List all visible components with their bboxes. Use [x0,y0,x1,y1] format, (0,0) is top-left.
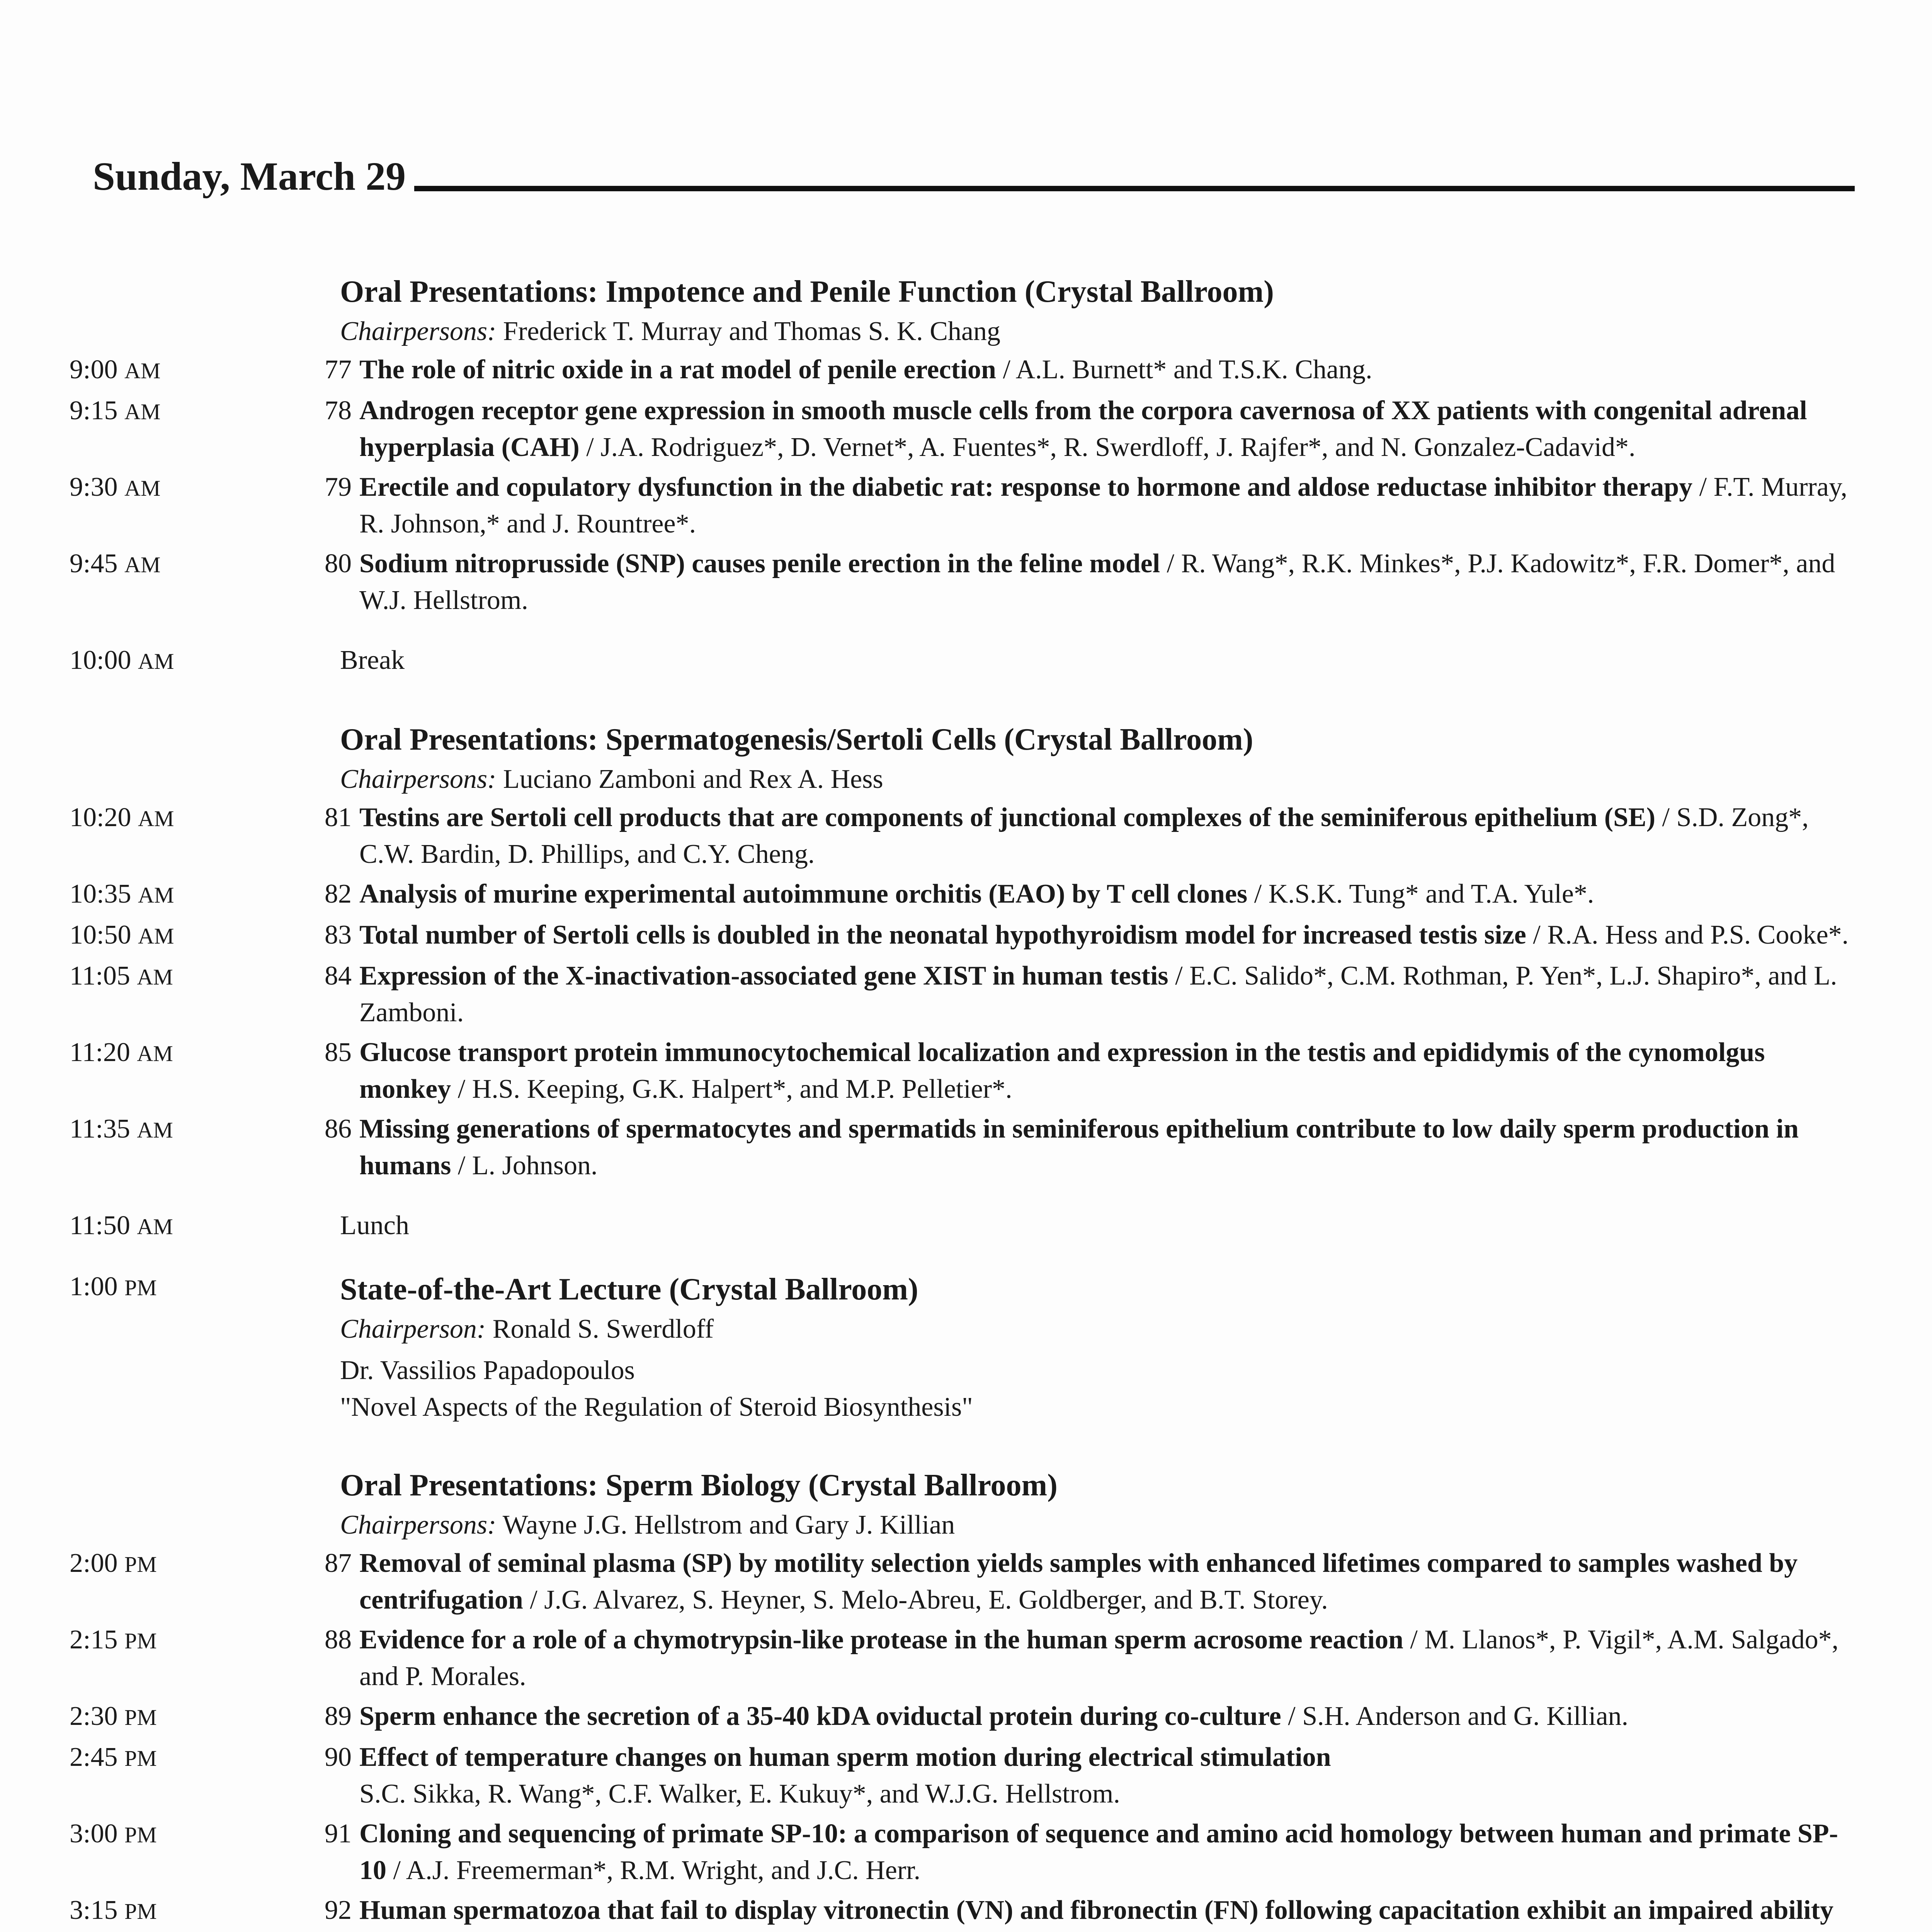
item-time [70,957,309,995]
schedule-item [70,799,1862,872]
lunch-label: Lunch [340,1211,409,1240]
session-title: Oral Presentations: Impotence and Penile Function (Crystal Ballroom) [340,275,1274,309]
item-time [70,1698,309,1736]
session-title: Oral Presentations: Spermatogenesis/Sertoli Cells (Crystal Ballroom) [340,723,1253,757]
abstract-title: Glucose transport protein immunocytochemical localization and expression in the testis and epididymis of the cynomolgus monkey [359,1037,1765,1104]
session-chairs [340,313,1862,350]
abstract-number: 90 [325,1742,352,1772]
session-chairs [340,1507,1862,1543]
item-time [70,1892,309,1930]
chair-names: Frederick T. Murray and Thomas S. K. Chang [503,316,1000,346]
time-ampm: AM [137,1214,173,1239]
abstract-authors: / S.D. Zong*, C.W. Bardin, D. Phillips, and C.Y. Cheng. [359,803,1809,869]
time-ampm: PM [124,1628,157,1653]
time-ampm: AM [137,1117,173,1143]
abstract-authors: / R. Wang*, R.K. Minkes*, P.J. Kadowitz*, F.R. Domer*, and W.J. Hellstrom. [359,549,1835,615]
abstract-entry [359,957,1862,1031]
abstract-title: The role of nitric oxide in a rat model of penile erection [359,355,996,384]
item-time [70,1111,309,1148]
abstract-title: Expression of the X-inactivation-associated gene XIST in human testis [359,961,1168,991]
item-time [70,351,309,389]
abstract-title: Erectile and copulatory dysfunction in the diabetic rat: response to hormone and aldose reductase inhibitor therapy [359,472,1693,502]
abstract-authors: / J.G. Alvarez, S. Heyner, S. Melo-Abreu, E. Goldberger, and B.T. Storey. [523,1585,1328,1615]
chair-role: Chairpersons: [340,764,497,794]
time-value: 1:00 [70,1272,118,1301]
abstract-title: Total number of Sertoli cells is doubled in the neonatal hypothyroidism model for increased testis size [359,920,1526,950]
schedule-item [70,1698,1862,1736]
time-value: 11:20 [70,1037,130,1067]
schedule-item [70,469,1862,542]
abstract-authors: / K.S.K. Tung* and T.A. Yule*. [1247,879,1594,909]
time-ampm: PM [124,1822,157,1847]
abstract-entry [359,1621,1862,1695]
item-time [70,799,309,837]
time-ampm: AM [124,476,161,501]
time-ampm: AM [124,552,161,577]
abstract-entry [359,1698,1862,1735]
abstract-title: Missing generations of spermatocytes and spermatids in seminiferous epithelium contribute to low daily sperm production in humans [359,1114,1799,1180]
time-ampm: AM [138,806,174,831]
abstract-authors: / E.C. Salido*, C.M. Rothman, P. Yen*, L.J. Shapiro*, and L. Zamboni. [359,961,1837,1027]
time-ampm: PM [124,1746,157,1771]
time-value: 9:30 [70,472,118,502]
abstract-title: Sodium nitroprusside (SNP) causes penile erection in the feline model [359,549,1160,578]
schedule-item [70,917,1862,954]
time-ampm: AM [138,649,174,674]
abstract-title: Removal of seminal plasma (SP) by motility selection yields samples with enhanced lifetimes compared to samples washed by centrifugation [359,1548,1798,1615]
time-ampm: AM [124,399,161,424]
item-time [70,1739,309,1777]
abstract-title: Human spermatozoa that fail to display vitronectin (VN) and fibronectin (FN) following capacitation exhibit an impaired ability [359,1895,1834,1925]
time-value: 11:50 [70,1211,130,1240]
schedule-item [70,1739,1862,1812]
time-value: 3:00 [70,1819,118,1849]
chair-role: Chairpersons: [340,316,497,346]
schedule [70,270,1862,1932]
abstract-number: 82 [325,879,352,909]
time-value: 10:00 [70,645,131,675]
item-time [70,469,309,507]
abstract-number: 79 [325,472,352,502]
abstract-entry [359,469,1862,542]
abstract-authors: / H.S. Keeping, G.K. Halpert*, and M.P. Pelletier*. [451,1074,1012,1104]
abstract-entry [359,1545,1862,1618]
item-time [70,1815,309,1853]
abstract-authors: S.C. Sikka, R. Wang*, C.F. Walker, E. Kukuy*, and W.J.G. Hellstrom. [359,1779,1120,1809]
abstract-number: 89 [325,1701,352,1731]
time-value: 2:00 [70,1548,118,1578]
item-time [70,876,309,913]
schedule-item [70,1111,1862,1184]
lecture-body [340,1268,1862,1425]
lecture-title: State-of-the-Art Lecture (Crystal Ballroom) [340,1272,918,1306]
page-header [93,156,1855,197]
item-time [70,545,309,583]
abstract-authors: / R.A. Hess and P.S. Cooke*. [1526,920,1849,950]
time-value: 11:05 [70,961,130,991]
abstract-entry [359,1739,1862,1812]
lunch-row [70,1207,1862,1245]
abstract-number: 77 [325,355,352,384]
page-title: Sunday, March 29 [93,154,406,199]
abstract-entry [359,799,1862,872]
abstract-authors: / M. Llanos*, P. Vigil*, A.M. Salgado*, and P. Morales. [359,1625,1839,1691]
abstract-entry [359,351,1862,388]
abstract-entry [359,1892,1862,1932]
abstract-number: 84 [325,961,352,991]
item-time [70,1268,309,1306]
header-rule [414,186,1855,191]
time-value: 9:00 [70,355,118,384]
abstract-entry [359,876,1862,912]
time-value: 10:50 [70,920,131,950]
abstract-authors: / A.L. Burnett* and T.S.K. Chang. [996,355,1372,384]
abstract-entry [359,1815,1862,1889]
item-time [70,917,309,954]
chair-names: Luciano Zamboni and Rex A. Hess [503,764,883,794]
session-sperm-biology [70,1464,1862,1932]
abstract-entry [359,1111,1862,1184]
abstract-number: 88 [325,1625,352,1655]
schedule-item [70,1545,1862,1618]
abstract-entry [359,1034,1862,1107]
time-ampm: AM [137,1041,173,1066]
abstract-title: Sperm enhance the secretion of a 35-40 kDA oviductal protein during co-culture [359,1701,1281,1731]
schedule-item [70,876,1862,913]
time-ampm: PM [124,1552,157,1577]
time-value: 2:15 [70,1625,118,1655]
time-value: 9:45 [70,549,118,578]
schedule-item [70,1621,1862,1695]
time-ampm: PM [124,1275,157,1300]
schedule-item [70,351,1862,389]
session-chairs [340,761,1862,798]
schedule-item [70,1892,1862,1932]
abstract-authors: / A.J. Freemerman*, R.M. Wright, and J.C. Herr. [386,1855,921,1885]
lecture-section [70,1268,1862,1425]
lecture-row [70,1268,1862,1425]
lecture-chair [340,1311,1862,1347]
abstract-number: 92 [325,1895,352,1925]
schedule-item [70,1034,1862,1107]
abstract-title: Effect of temperature changes on human sperm motion during electrical stimulation [359,1742,1331,1772]
abstract-number: 86 [325,1114,352,1144]
chair-names: Ronald S. Swerdloff [492,1314,714,1344]
abstract-title: Evidence for a role of a chymotrypsin-like protease in the human sperm acrosome reaction [359,1625,1403,1655]
abstract-title: Testins are Sertoli cell products that are components of junctional complexes of the seminiferous epithelium (SE) [359,803,1656,832]
schedule-item [70,1815,1862,1889]
item-time [70,1207,309,1245]
lecture-speaker: Dr. Vassilios Papadopoulos [340,1355,635,1385]
time-value: 9:15 [70,396,118,425]
item-time [70,1545,309,1583]
time-value: 3:15 [70,1895,118,1925]
time-value: 11:35 [70,1114,130,1144]
item-time [70,1034,309,1072]
abstract-number: 91 [325,1819,352,1849]
chair-role: Chairpersons: [340,1510,497,1540]
abstract-title: Analysis of murine experimental autoimmune orchitis (EAO) by T cell clones [359,879,1248,909]
session-title: Oral Presentations: Sperm Biology (Crystal Ballroom) [340,1468,1058,1502]
abstract-number: 85 [325,1037,352,1067]
abstract-number: 80 [325,549,352,578]
break-row [70,642,1862,680]
chair-role: Chairperson: [340,1314,486,1344]
abstract-entry [359,917,1862,953]
item-time [70,1621,309,1659]
abstract-number: 81 [325,803,352,832]
schedule-item [70,545,1862,619]
time-value: 2:30 [70,1701,118,1731]
session-impotence [70,270,1862,619]
item-time [70,642,309,680]
time-ampm: AM [138,923,174,949]
chair-names: Wayne J.G. Hellstrom and Gary J. Killian [502,1510,955,1540]
abstract-authors: / J.A. Rodriguez*, D. Vernet*, A. Fuentes*, R. Swerdloff, J. Rajfer*, and N. Gonzalez-Cadavid*. [579,432,1636,462]
time-value: 10:35 [70,879,131,909]
abstract-authors: / S.H. Anderson and G. Killian. [1281,1701,1629,1731]
abstract-title: Androgen receptor gene expression in smooth muscle cells from the corpora cavernosa of XX patients with congenital adrenal hyperplasia (CAH) [359,396,1807,462]
break-label: Break [340,645,405,675]
abstract-entry [359,545,1862,619]
abstract-number: 83 [325,920,352,950]
item-time [70,392,309,430]
abstract-title: Cloning and sequencing of primate SP-10: a comparison of sequence and amino acid homology between human and primate SP-10 [359,1819,1838,1885]
time-value: 2:45 [70,1742,118,1772]
time-value: 10:20 [70,803,131,832]
lecture-talk-title: "Novel Aspects of the Regulation of Steroid Biosynthesis" [340,1392,973,1422]
time-ampm: PM [124,1705,157,1730]
schedule-item [70,392,1862,466]
abstract-number: 87 [325,1548,352,1578]
abstract-authors: / F.T. Murray, R. Johnson,* and J. Rountree*. [359,472,1847,539]
time-ampm: AM [138,883,174,908]
abstract-number: 78 [325,396,352,425]
abstract-entry [359,392,1862,466]
session-spermatogenesis [70,718,1862,1184]
schedule-item [70,957,1862,1031]
time-ampm: PM [124,1899,157,1924]
time-ampm: AM [124,358,161,383]
time-ampm: AM [137,964,173,990]
abstract-authors: / L. Johnson. [451,1151,598,1180]
